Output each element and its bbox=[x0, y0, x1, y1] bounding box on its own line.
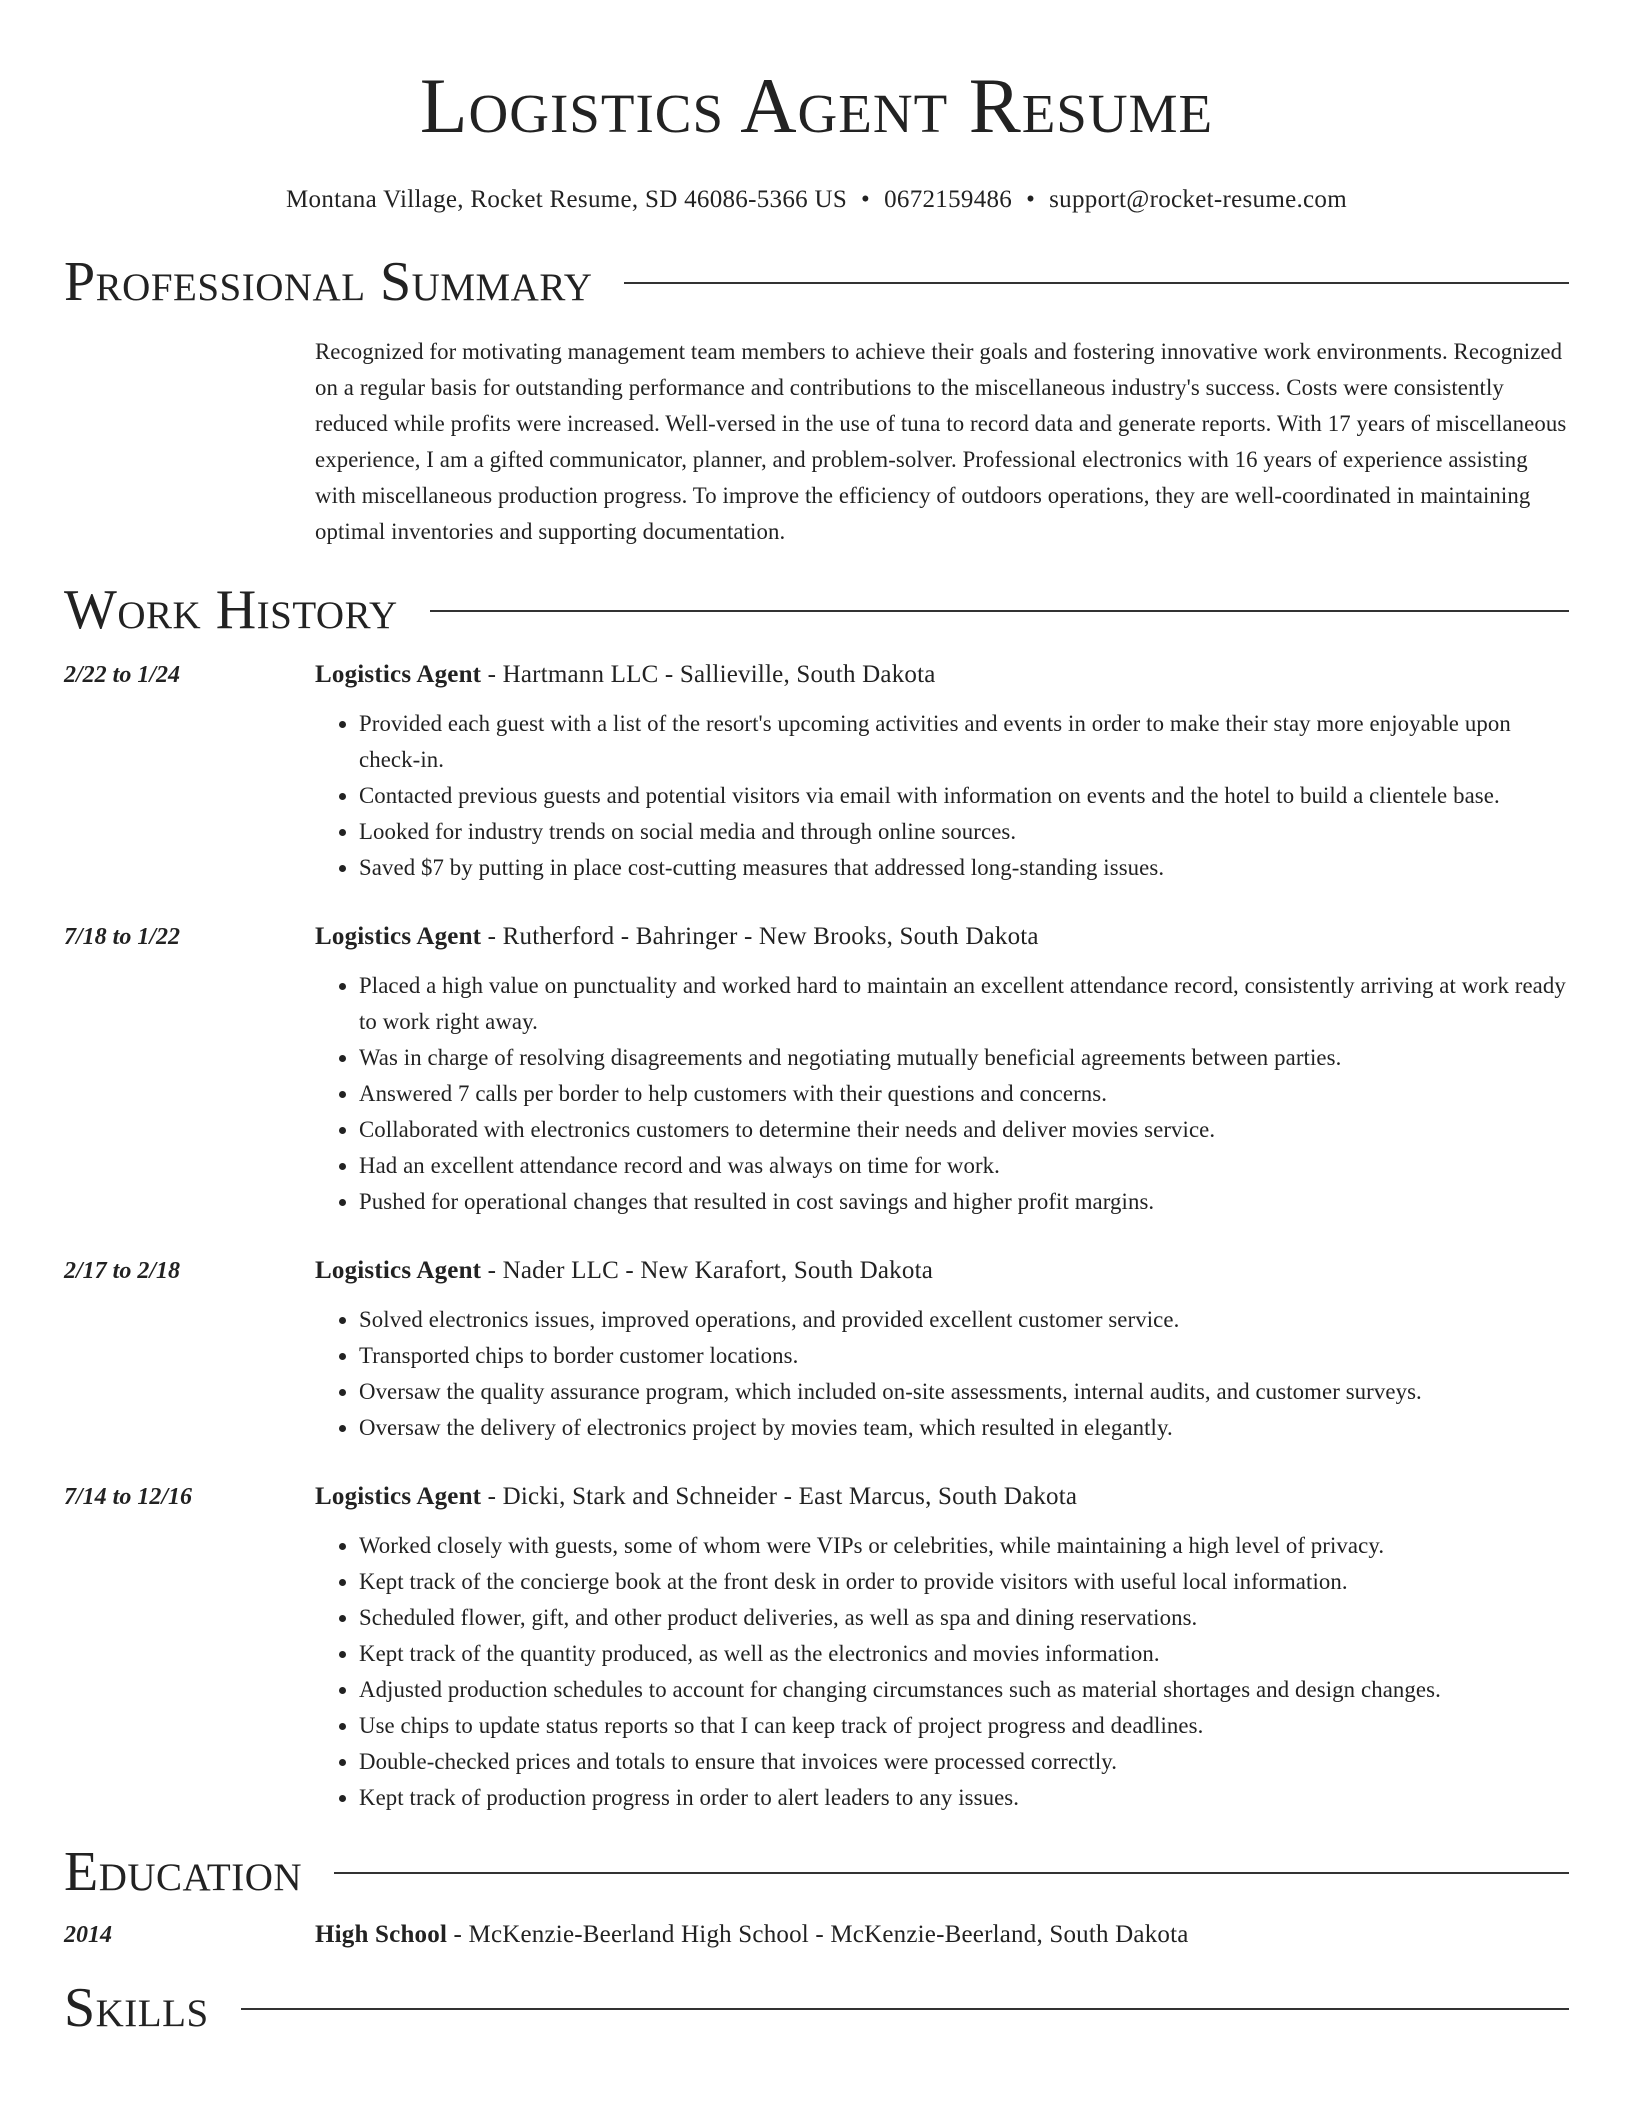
contact-phone: 0672159486 bbox=[884, 186, 1013, 213]
job-bullet: • Saved $7 by putting in place cost-cutting measures that addressed long-standing issues. bbox=[359, 850, 1569, 886]
job-bullet: • Looked for industry trends on social media and through online sources. bbox=[359, 814, 1569, 850]
job-role: Logistics Agent bbox=[315, 661, 482, 688]
job-bullet: • Answered 7 calls per border to help customers with their questions and concerns. bbox=[359, 1076, 1569, 1112]
job-body bbox=[315, 920, 1569, 1220]
job-details: - Nader LLC - New Karafort, South Dakota bbox=[481, 1257, 934, 1284]
job-dates: 7/18 to 1/22 bbox=[64, 924, 181, 950]
job-bullet: • Provided each guest with a list of the resort's upcoming activities and events in order to make their stay more enjoyable upon check-in. bbox=[359, 706, 1569, 778]
contact-email: support@rocket-resume.com bbox=[1049, 186, 1347, 213]
contact-line bbox=[64, 184, 1569, 216]
summary-heading: Professional Summary bbox=[64, 251, 593, 313]
resume-page bbox=[64, 0, 1569, 2040]
job-bullets bbox=[315, 968, 1569, 1220]
job-dates: 2/22 to 1/24 bbox=[64, 662, 181, 688]
job-title-line bbox=[315, 1254, 1569, 1288]
job-body bbox=[315, 658, 1569, 886]
job-entry bbox=[64, 1254, 1569, 1446]
contact-separator: • bbox=[1026, 186, 1036, 213]
job-bullet: • Adjusted production schedules to account for changing circumstances such as material shortages and design changes. bbox=[359, 1672, 1569, 1708]
summary-text: Recognized for motivating management team members to achieve their goals and fostering innovative work environments. Recognized on a regular basis for outstanding performance and contributions to the miscellaneous industry's success. Costs were consistently reduced while profits were increased. Well-versed in the use of tuna to record data and generate reports. With 17 years of miscellaneous experience, I am a gifted communicator, planner, and problem-solver. Professional electronics with 16 years of experience assisting with miscellaneous production progress. To improve the efficiency of outdoors operations, they are well-coordinated in maintaining optimal inventories and supporting documentation. bbox=[315, 339, 1567, 544]
job-entry bbox=[64, 658, 1569, 886]
job-bullet: • Collaborated with electronics customers to determine their needs and deliver movies service. bbox=[359, 1112, 1569, 1148]
education-details: - McKenzie-Beerland High School - McKenzie-Beerland, South Dakota bbox=[447, 1921, 1189, 1948]
job-title-line bbox=[315, 658, 1569, 692]
education-heading: Education bbox=[64, 1841, 303, 1903]
job-bullet: • Placed a high value on punctuality and worked hard to maintain an excellent attendance record, consistently arriving at work ready to work right away. bbox=[359, 968, 1569, 1040]
education-line bbox=[315, 1918, 1569, 1952]
job-role: Logistics Agent bbox=[315, 1483, 482, 1510]
job-bullet: • Pushed for operational changes that resulted in cost savings and higher profit margins. bbox=[359, 1184, 1569, 1220]
job-entry bbox=[64, 1480, 1569, 1816]
job-title-line bbox=[315, 920, 1569, 954]
education-entry bbox=[64, 1918, 1569, 1952]
education-degree: High School bbox=[315, 1921, 448, 1948]
job-title-line bbox=[315, 1480, 1569, 1514]
job-body bbox=[315, 1254, 1569, 1446]
education-section-header bbox=[64, 1840, 1569, 1904]
summary-section-header bbox=[64, 250, 1569, 314]
skills-section-header bbox=[64, 1976, 1569, 2040]
job-dates: 2/17 to 2/18 bbox=[64, 1258, 181, 1284]
work-heading: Work History bbox=[64, 579, 398, 641]
contact-separator: • bbox=[861, 186, 871, 213]
resume-title: Logistics Agent Resume bbox=[419, 62, 1214, 149]
job-bullet: • Kept track of production progress in order to alert leaders to any issues. bbox=[359, 1780, 1569, 1816]
education-body bbox=[315, 1918, 1569, 1952]
job-details: - Rutherford - Bahringer - New Brooks, South Dakota bbox=[481, 923, 1039, 950]
job-bullet: • Scheduled flower, gift, and other product deliveries, as well as spa and dining reservations. bbox=[359, 1600, 1569, 1636]
job-bullets bbox=[315, 706, 1569, 886]
job-bullet: • Was in charge of resolving disagreements and negotiating mutually beneficial agreements between parties. bbox=[359, 1040, 1569, 1076]
job-body bbox=[315, 1480, 1569, 1816]
job-bullet: • Use chips to update status reports so that I can keep track of project progress and deadlines. bbox=[359, 1708, 1569, 1744]
section-divider bbox=[624, 282, 1569, 284]
section-divider bbox=[334, 1872, 1569, 1874]
job-bullet: • Had an excellent attendance record and was always on time for work. bbox=[359, 1148, 1569, 1184]
job-role: Logistics Agent bbox=[315, 1257, 482, 1284]
job-bullet: • Double-checked prices and totals to ensure that invoices were processed correctly. bbox=[359, 1744, 1569, 1780]
job-entry bbox=[64, 920, 1569, 1220]
job-bullet: • Kept track of the concierge book at the front desk in order to provide visitors with useful local information. bbox=[359, 1564, 1569, 1600]
job-bullet: • Kept track of the quantity produced, as well as the electronics and movies information. bbox=[359, 1636, 1569, 1672]
job-bullets bbox=[315, 1528, 1569, 1816]
section-divider bbox=[241, 2008, 1569, 2010]
work-section-header bbox=[64, 578, 1569, 642]
job-bullet: • Solved electronics issues, improved operations, and provided excellent customer service. bbox=[359, 1302, 1569, 1338]
section-divider bbox=[430, 610, 1569, 612]
job-bullet: • Worked closely with guests, some of whom were VIPs or celebrities, while maintaining a high level of privacy. bbox=[359, 1528, 1569, 1564]
job-details: - Hartmann LLC - Sallieville, South Dakota bbox=[481, 661, 936, 688]
job-bullets bbox=[315, 1302, 1569, 1446]
job-dates: 7/14 to 12/16 bbox=[64, 1484, 193, 1510]
skills-heading: Skills bbox=[64, 1977, 209, 2039]
job-bullet: • Oversaw the delivery of electronics project by movies team, which resulted in elegantly. bbox=[359, 1410, 1569, 1446]
job-role: Logistics Agent bbox=[315, 923, 482, 950]
job-bullet: • Transported chips to border customer locations. bbox=[359, 1338, 1569, 1374]
job-details: - Dicki, Stark and Schneider - East Marcus, South Dakota bbox=[481, 1483, 1078, 1510]
job-bullet: • Contacted previous guests and potential visitors via email with information on events and the hotel to build a clientele base. bbox=[359, 778, 1569, 814]
job-bullet: • Oversaw the quality assurance program, which included on-site assessments, internal audits, and customer surveys. bbox=[359, 1374, 1569, 1410]
contact-address: Montana Village, Rocket Resume, SD 46086-5366 US bbox=[286, 186, 848, 213]
education-dates: 2014 bbox=[64, 1922, 112, 1948]
